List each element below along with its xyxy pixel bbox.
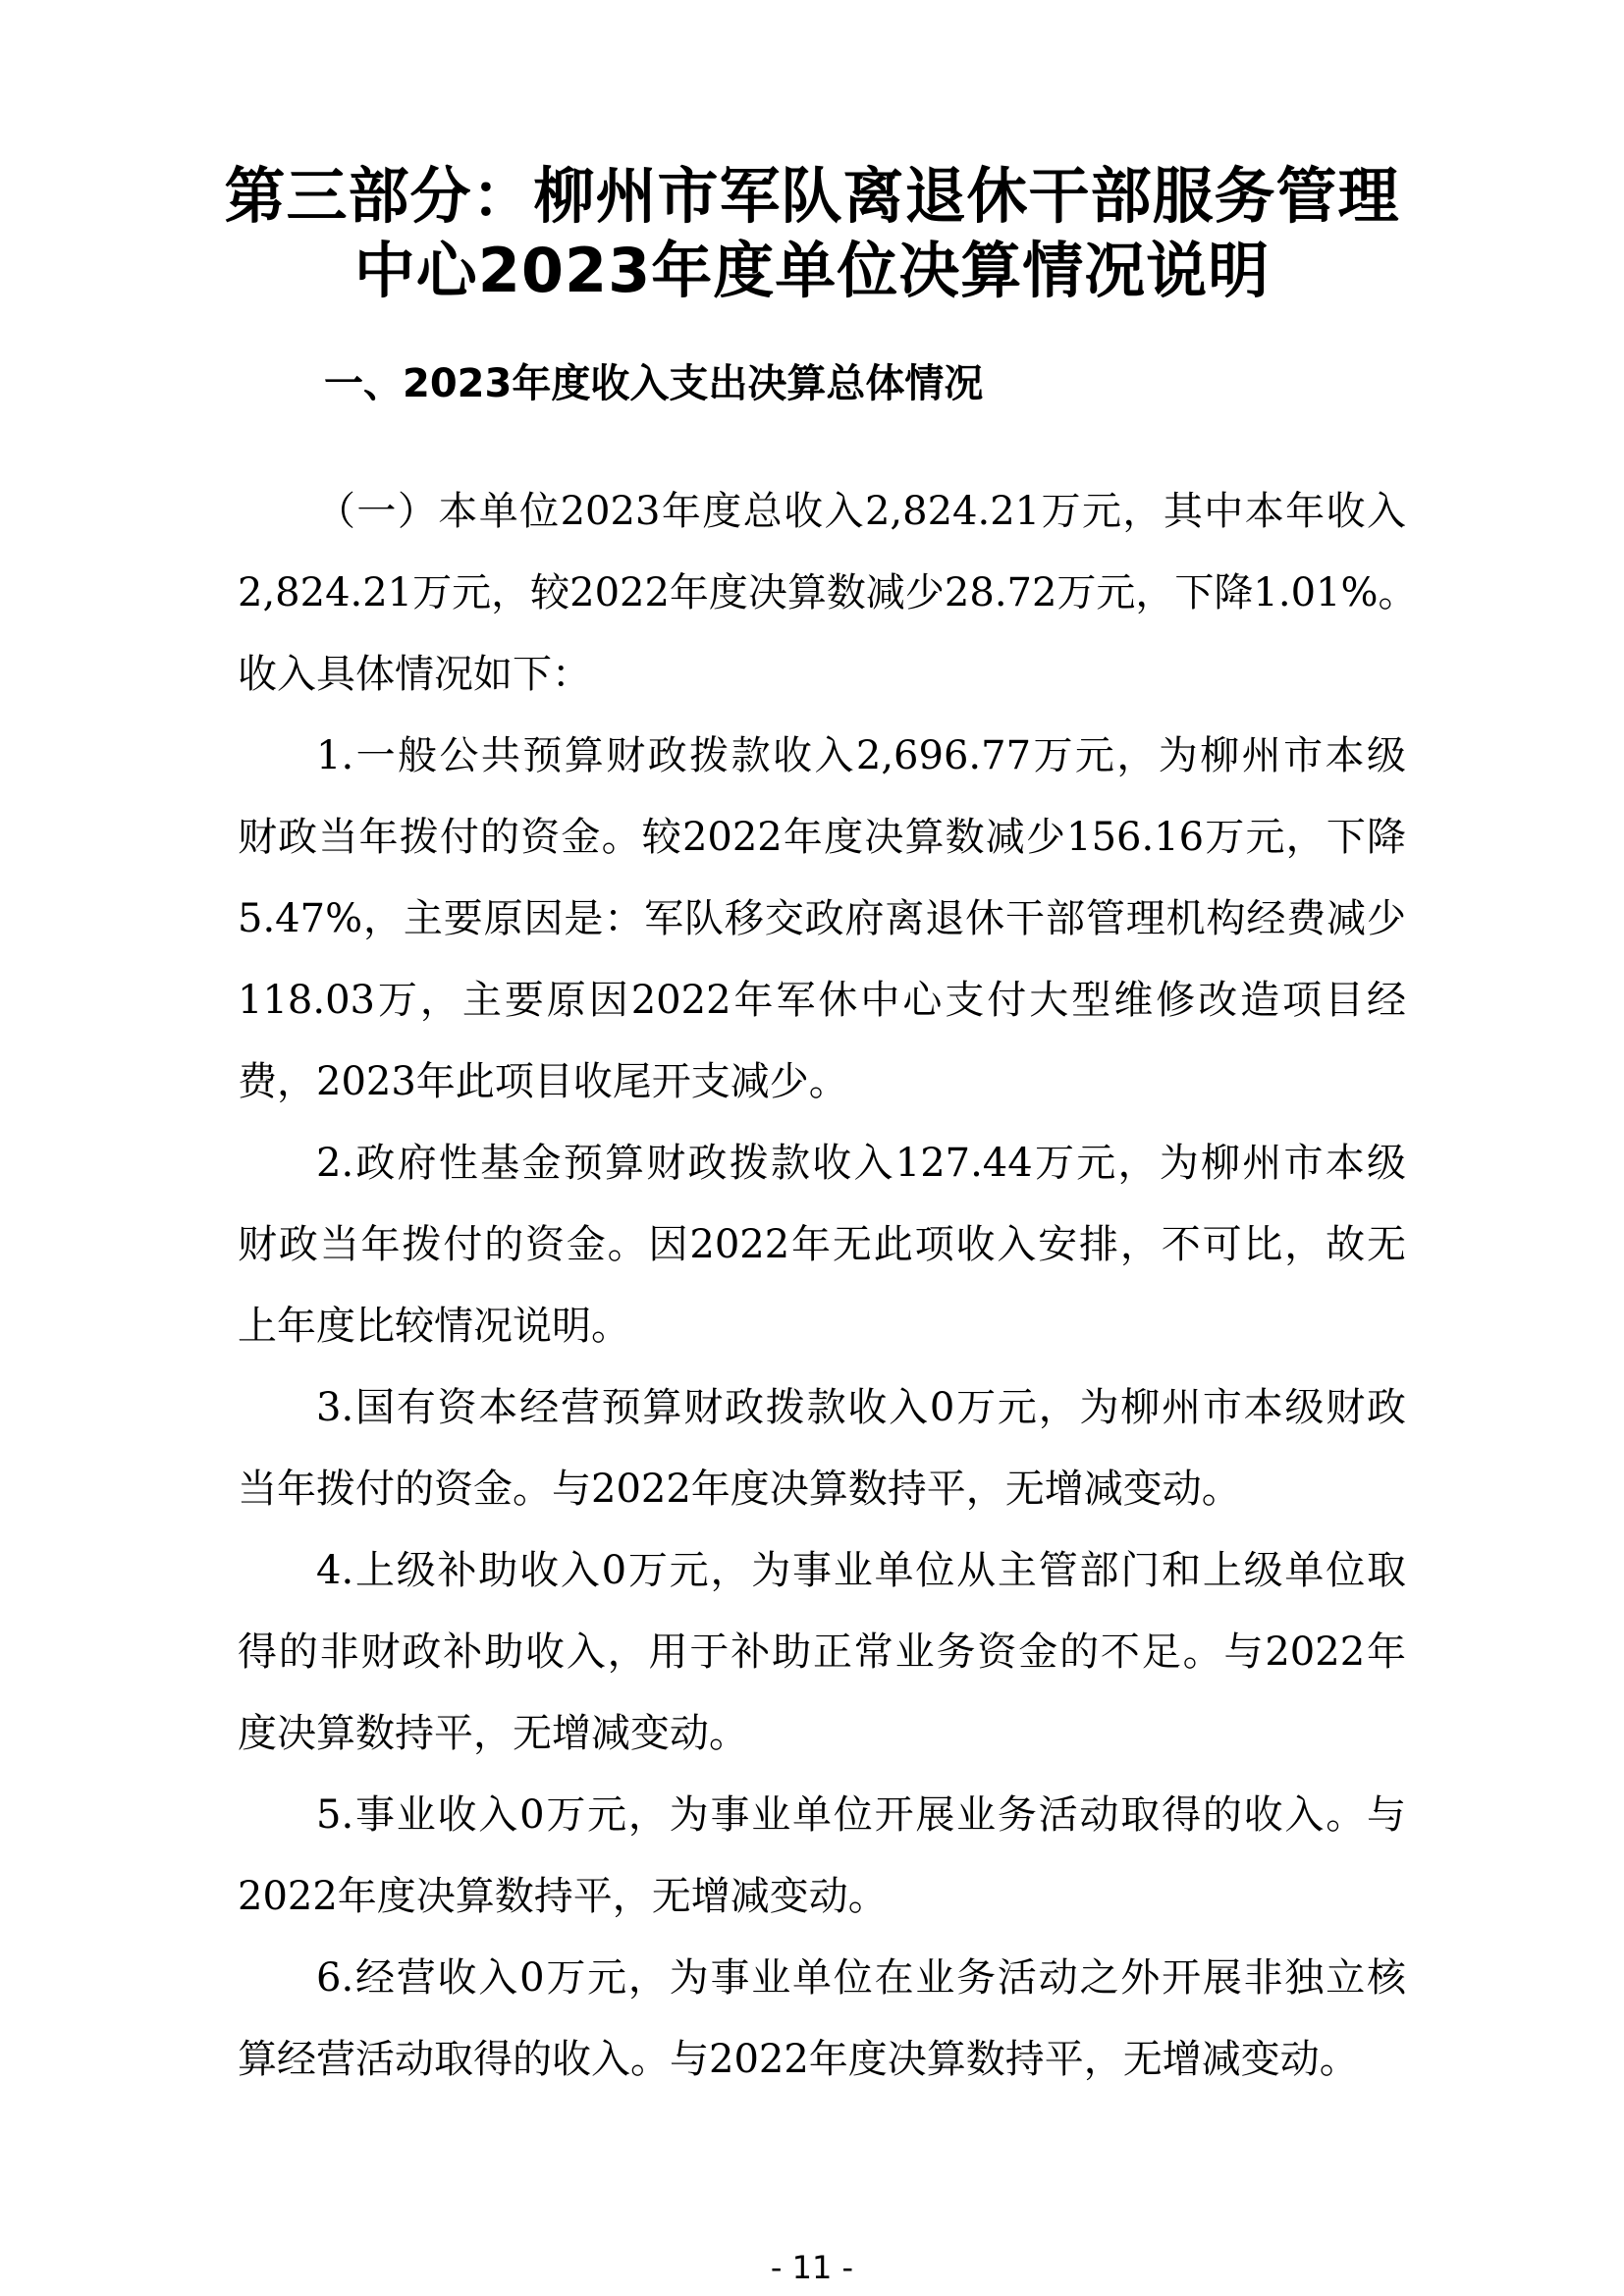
paragraph-line: 6.经营收入0万元，为事业单位在业务活动之外开展非独立核 [316,1955,1406,2001]
paragraph-line: 费，2023年此项目收尾开支减少。 [238,1059,848,1104]
paragraph-line: 5.事业收入0万元，为事业单位开展业务活动取得的收入。与 [316,1792,1406,1838]
paragraph-line: 2,824.21万元，较2022年度决算数减少28.72万元，下降1.01%。 [238,570,1418,615]
paragraph-line: 1.一般公共预算财政拨款收入2,696.77万元，为柳州市本级 [316,733,1406,778]
paragraph-item-2 [238,1123,1406,1367]
paragraph-item-1 [238,716,1406,1123]
paragraph-income-total [238,471,1418,716]
title-line: 中心2023年度单位决算情况说明 [353,235,1271,306]
paragraph-item-4 [238,1530,1406,1775]
title-line: 第三部分：柳州市军队离退休干部服务管理 [224,160,1400,232]
paragraph-line: 当年拨付的资金。与2022年度决算数持平，无增减变动。 [238,1467,1241,1512]
section-heading: 一、2023年度收入支出决算总体情况 [324,361,984,406]
paragraph-line: 4.上级补助收入0万元，为事业单位从主管部门和上级单位取 [316,1548,1406,1593]
paragraph-line: （一）本单位2023年度总收入2,824.21万元，其中本年收入 [316,489,1406,534]
page-title [196,159,1428,308]
paragraph-line: 财政当年拨付的资金。较2022年度决算数减少156.16万元，下降 [238,815,1406,860]
paragraph-line: 3.国有资本经营预算财政拨款收入0万元，为柳州市本级财政 [316,1385,1406,1430]
paragraph-line: 2.政府性基金预算财政拨款收入127.44万元，为柳州市本级 [316,1141,1406,1186]
paragraph-item-6 [238,1938,1406,2101]
paragraph-line: 收入具体情况如下： [238,652,591,697]
paragraph-line: 算经营活动取得的收入。与2022年度决算数持平，无增减变动。 [238,2037,1359,2082]
paragraph-line: 2022年度决算数持平，无增减变动。 [238,1874,888,1919]
page-number: - 11 - [770,2249,854,2286]
paragraph-line: 上年度比较情况说明。 [238,1304,630,1349]
paragraph-item-5 [238,1775,1406,1938]
paragraph-item-3 [238,1367,1406,1530]
paragraph-line: 5.47%，主要原因是：军队移交政府离退休干部管理机构经费减少 [238,896,1406,941]
paragraph-line: 财政当年拨付的资金。因2022年无此项收入安排，不可比，故无 [238,1222,1406,1267]
paragraph-line: 得的非财政补助收入，用于补助正常业务资金的不足。与2022年 [238,1629,1406,1675]
paragraph-line: 118.03万，主要原因2022年军休中心支付大型维修改造项目经 [238,978,1406,1023]
paragraph-line: 度决算数持平，无增减变动。 [238,1711,748,1756]
